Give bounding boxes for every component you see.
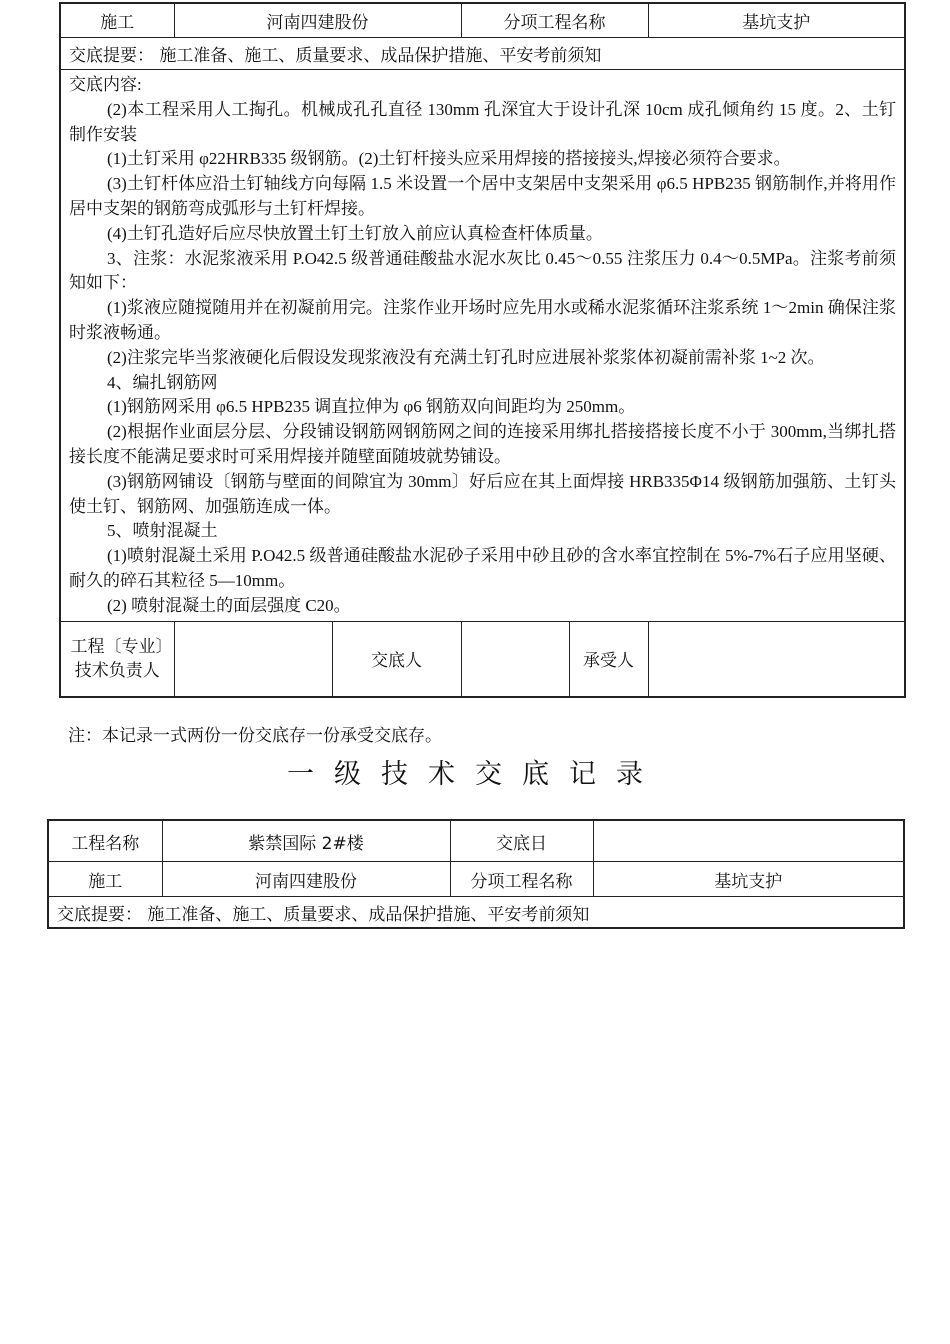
subitem-label: 分项工程名称	[461, 3, 648, 38]
content-paragraph: (3)钢筋网铺设〔钢筋与壁面的间隙宜为 30mm〕好后应在其上面焊接 HRB335Φ14 级钢筋加强筋、土钉头使土钉、钢筋网、加强筋连成一体。	[69, 471, 896, 516]
content-paragraph: (2)注浆完毕当浆液硬化后假设发现浆液没有充满土钉孔时应进展补浆浆体初凝前需补浆 1~2 次。	[107, 347, 825, 367]
summary-value: 施工准备、施工、质量要求、成品保护措施、平安考前须知	[159, 46, 602, 66]
content-paragraph: (2)根据作业面层分层、分段铺设钢筋网钢筋网之间的连接采用绑扎搭接搭接长度不小于 300mm,当绑扎搭接长度不能满足要求时可采用焊接并随壁面随坡就势铺设。	[69, 422, 896, 466]
subitem-value: 基坑支护	[593, 862, 904, 897]
receiver-signature[interactable]	[648, 621, 905, 697]
content-paragraph: (1)土钉采用 φ22HRB335 级钢筋。(2)土钉杆接头应采用焊接的搭接接头,焊接必须符合要求。	[107, 149, 791, 169]
content-paragraph: (1)钢筋网采用 φ6.5 HPB235 调直拉伸为 φ6 钢筋双向间距均为 250mm。	[107, 397, 636, 417]
construction-value: 河南四建股份	[174, 3, 461, 38]
project-name-label: 工程名称	[48, 820, 162, 862]
content-heading: 交底内容:	[69, 75, 142, 94]
content-paragraph: 5、喷射混凝土	[107, 521, 218, 541]
page-title: 一级技术交底记录	[287, 759, 663, 790]
subitem-value: 基坑支护	[648, 3, 905, 38]
content-paragraph: (4)土钉孔造好后应尽快放置土钉土钉放入前应认真检查杆体质量。	[107, 223, 603, 243]
summary-label: 交底提要：	[69, 46, 154, 66]
receiver-label: 承受人	[569, 621, 648, 697]
content-paragraph: (3)土钉杆体应沿土钉轴线方向每隔 1.5 米设置一个居中支架居中支架采用 φ6.5 HPB235 钢筋制作,并将用作居中支架的钢筋弯成弧形与土钉杆焊接。	[69, 174, 896, 218]
summary-row	[48, 897, 904, 929]
content-paragraph: (1)喷射混凝土采用 P.O42.5 级普通硅酸盐水泥砂子采用中砂且砂的含水率宜控制在 5%-7%石子应用坚硬、耐久的碎石其粒径 5—10mm。	[69, 546, 896, 590]
disclosure-date-value[interactable]	[593, 820, 904, 862]
construction-value: 河南四建股份	[162, 862, 450, 897]
subitem-label: 分项工程名称	[450, 862, 593, 897]
disclosure-date-label: 交底日	[450, 820, 593, 862]
record-note: 注：本记录一式两份一份交底存一份承受交底存。	[68, 726, 442, 746]
summary-label: 交底提要：	[57, 904, 142, 925]
content-paragraph: (2)本工程采用人工掏孔。机械成孔孔直径 130mm 孔深宜大于设计孔深 10cm 成孔倾角约 15 度。2、土钉制作安装	[69, 99, 896, 144]
content-paragraph: 3、注浆：水泥浆液采用 P.O42.5 级普通硅酸盐水泥水灰比 0.45～0.55 注浆压力 0.4～0.5MPa。注浆考前须知如下：	[69, 248, 896, 293]
content-paragraph: (1)浆液应随搅随用并在初凝前用完。注浆作业开场时应先用水或稀水泥浆循环注浆系统 1～2min 确保注浆时浆液畅通。	[69, 298, 896, 342]
disclosure-record-table-2	[47, 819, 905, 929]
construction-label: 施工	[48, 862, 162, 897]
content-paragraph: (2) 喷射混凝土的面层强度 C20。	[107, 595, 351, 615]
technical-lead-signature[interactable]	[174, 621, 332, 697]
construction-label: 施工	[60, 3, 174, 38]
disclosure-content	[60, 70, 905, 622]
summary-row	[60, 38, 905, 70]
discloser-label: 交底人	[332, 621, 461, 697]
disclosure-record-table-1	[59, 2, 906, 698]
discloser-signature[interactable]	[461, 621, 569, 697]
project-name-value: 紫禁国际 2#楼	[162, 820, 450, 862]
technical-lead-label: 工程〔专业〕技术负责人	[60, 621, 174, 697]
summary-value: 施工准备、施工、质量要求、成品保护措施、平安考前须知	[147, 904, 590, 925]
content-paragraph: 4、编扎钢筋网	[107, 372, 218, 392]
